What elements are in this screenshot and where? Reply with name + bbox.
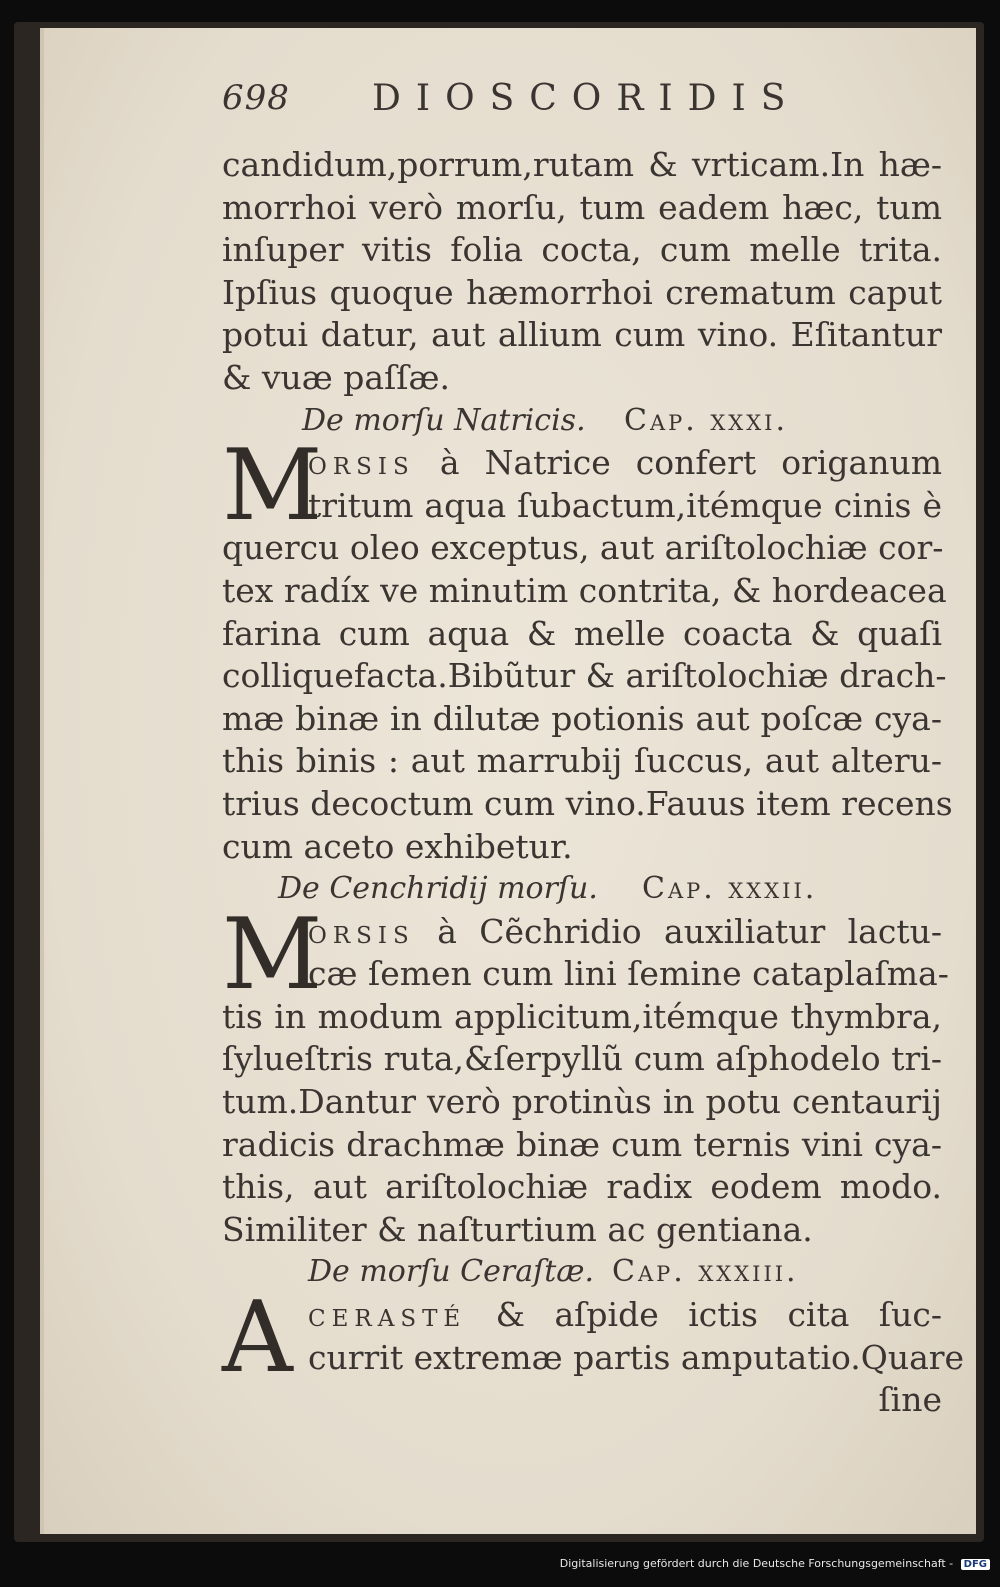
page-number: 698 <box>222 78 290 118</box>
chapter-number: Cap. xxxi. <box>624 402 789 438</box>
drop-cap-initial: M <box>222 429 323 544</box>
book-page <box>40 28 976 1534</box>
text-line: cum aceto exhibetur. <box>222 826 573 866</box>
chapter-title: De morſu Ceraſtæ. <box>308 1254 594 1290</box>
text-line: mæ binæ in dilutæ potionis aut poſcæ cya- <box>222 698 942 738</box>
chapter-heading <box>222 400 942 443</box>
text-line: Similiter & naſturtium ac gentiana. <box>222 1209 813 1249</box>
line-text: & aſpide ictis cita ſuc- <box>495 1295 942 1335</box>
chapter-opening <box>222 1281 965 1396</box>
text-line: cæ ſemen cum lini ſemine cataplaſma- <box>308 954 949 994</box>
text-line: tum.Dantur verò protinùs in potu centaurij <box>222 1082 942 1122</box>
text-line <box>308 911 942 954</box>
credit-text: Digitalisierung gefördert durch die Deutsche Forschungsgemeinschaft - <box>559 1557 954 1570</box>
text-line: ſylueſtris ruta,&ſerpyllũ cum aſphodelo tri- <box>222 1039 942 1079</box>
drop-cap-initial: M <box>222 897 323 1012</box>
text-line: quercu oleo exceptus, aut ariſtolochiæ cor- <box>222 528 944 568</box>
chapter-opening <box>222 429 942 544</box>
opening-word: cerasté <box>308 1295 467 1335</box>
text-line: radicis drachmæ binæ cum ternis vini cya- <box>222 1124 942 1164</box>
opening-word: orsis <box>308 911 415 951</box>
chapter-title: De Cenchridij morſu. <box>278 871 598 907</box>
text-line <box>308 442 942 485</box>
chapter-number: Cap. xxxiii. <box>612 1254 799 1290</box>
text-line: candidum,porrum,rutam & vrticam.In hæ- <box>222 145 942 184</box>
text-line: farina cum aqua & melle coacta & quaſi <box>222 613 942 653</box>
text-line: tis in modum applicitum,itémque thymbra, <box>222 996 942 1036</box>
text-line: Ipſius quoque hæmorrhoi crematum caput <box>222 272 942 312</box>
chapter-title: De morſu Natricis. <box>302 402 586 438</box>
text-line <box>308 1294 942 1337</box>
text-line: morrhoi verò morſu, tum eadem hæc, tum <box>222 187 942 227</box>
text-line: tex radíx ve minutim contrita, & hordeacea <box>222 570 947 610</box>
text-line: trius decoctum cum vino.Fauus item recens <box>222 783 953 823</box>
text-line: colliquefacta.Bibũtur & ariſtolochiæ drach- <box>222 656 947 696</box>
page-header <box>222 78 942 144</box>
running-title: DIOSCORIDIS <box>372 78 801 119</box>
chapter-heading <box>222 868 942 911</box>
text-line: tritum aqua ſubactum,itémque cinis è <box>308 485 942 525</box>
dfg-logo: DFG <box>961 1559 990 1570</box>
chapter-number: Cap. xxxii. <box>642 871 818 907</box>
text-line: inſuper vitis folia cocta, cum melle trita. <box>222 230 942 270</box>
text-line: potui datur, aut allium cum vino. Eſitantur <box>222 315 942 355</box>
line-text: à Natrice confert origanum <box>439 443 942 483</box>
opening-word: orsis <box>308 443 415 483</box>
digitization-credit <box>0 1557 1000 1583</box>
chapter-heading <box>222 1251 942 1294</box>
text-line: this binis : aut marrubij ſuccus, aut alteru- <box>222 741 942 781</box>
line-text: à Cẽchridio auxiliatur lactu- <box>437 911 942 951</box>
catchword: ſine <box>878 1380 942 1420</box>
drop-cap-initial: A <box>222 1281 293 1396</box>
text-line: currit extremæ partis amputatio.Quare <box>308 1337 965 1377</box>
text-line: & vuæ paſſæ. <box>222 357 451 397</box>
text-line: this, aut ariſtolochiæ radix eodem modo. <box>222 1167 942 1207</box>
text-block <box>222 78 965 1422</box>
chapter-opening <box>222 897 949 1012</box>
